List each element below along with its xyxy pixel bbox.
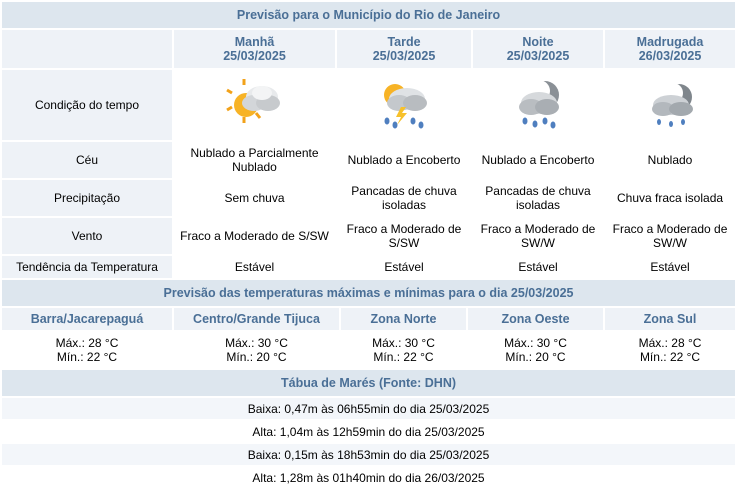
temp-max: Máx.: 30 °C: [504, 336, 567, 350]
period-header-tarde: [336, 29, 472, 69]
row-label-precipitacao: Precipitação: [1, 179, 173, 217]
tide-entry: Baixa: 0,47m às 06h55min do dia 25/03/2025: [1, 397, 735, 420]
tendencia-madrugada: Estável: [604, 255, 735, 279]
period-name: Tarde: [387, 35, 421, 49]
ceu-manha: Nublado a Parcialmente Nublado: [173, 141, 336, 179]
temp-min: Mín.: 22 °C: [639, 350, 701, 364]
vento-madrugada: Fraco a Moderado de SW/W: [604, 217, 735, 255]
temp-min: Mín.: 20 °C: [505, 350, 566, 364]
vento-manha: Fraco a Moderado de S/SW: [173, 217, 336, 255]
vento-noite: Fraco a Moderado de SW/W: [472, 217, 604, 255]
zone-temps-norte: [340, 331, 467, 369]
zone-header-sul: Zona Sul: [604, 307, 735, 331]
zone-header-oeste: Zona Oeste: [467, 307, 604, 331]
temp-min: Mín.: 22 °C: [56, 350, 118, 364]
period-name: Manhã: [234, 35, 275, 49]
tides-title: Tábua de Marés (Fonte: DHN): [1, 369, 735, 397]
zone-temps-sul: [604, 331, 735, 369]
period-name: Madrugada: [636, 35, 704, 49]
period-date: 25/03/2025: [506, 49, 570, 63]
ceu-tarde: Nublado a Encoberto: [336, 141, 472, 179]
precipitacao-manha: Sem chuva: [173, 179, 336, 217]
temperatures-title: Previsão das temperaturas máximas e mínimas para o dia 25/03/2025: [1, 279, 735, 307]
temp-min: Mín.: 20 °C: [226, 350, 287, 364]
forecast-title: Previsão para o Município do Rio de Janeiro: [1, 1, 735, 29]
tendencia-noite: Estável: [472, 255, 604, 279]
zone-header-norte: Zona Norte: [340, 307, 467, 331]
period-header-noite: [472, 29, 604, 69]
row-label-ceu: Céu: [1, 141, 173, 179]
tide-entry: Baixa: 0,15m às 18h53min do dia 25/03/2025: [1, 443, 735, 466]
tendencia-manha: Estável: [173, 255, 336, 279]
precipitacao-tarde: Pancadas de chuva isoladas: [336, 179, 472, 217]
period-date: 25/03/2025: [223, 49, 286, 63]
condition-cell-tarde: [336, 69, 472, 141]
temp-max: Máx.: 30 °C: [225, 336, 288, 350]
corner-cell: [1, 29, 173, 69]
temp-max: Máx.: 28 °C: [55, 336, 119, 350]
period-name: Noite: [522, 35, 554, 49]
precipitacao-noite: Pancadas de chuva isoladas: [472, 179, 604, 217]
period-header-manha: [173, 29, 336, 69]
zone-temps-oeste: [467, 331, 604, 369]
condition-cell-madrugada: [604, 69, 735, 141]
zone-header-centro: Centro/Grande Tijuca: [173, 307, 340, 331]
condition-cell-manha: [173, 69, 336, 141]
tide-entry: Alta: 1,28m às 01h40min do dia 26/03/2025: [1, 466, 735, 489]
vento-tarde: Fraco a Moderado de S/SW: [336, 217, 472, 255]
ceu-madrugada: Nublado: [604, 141, 735, 179]
ceu-noite: Nublado a Encoberto: [472, 141, 604, 179]
cloud-moon-drizzle-icon: [637, 73, 703, 135]
temp-max: Máx.: 30 °C: [372, 336, 435, 350]
temp-min: Mín.: 22 °C: [373, 350, 434, 364]
temp-max: Máx.: 28 °C: [638, 336, 702, 350]
zone-temps-barra: [1, 331, 173, 369]
row-label-vento: Vento: [1, 217, 173, 255]
period-date: 25/03/2025: [372, 49, 436, 63]
period-header-madrugada: [604, 29, 735, 69]
precipitacao-madrugada: Chuva fraca isolada: [604, 179, 735, 217]
row-label-tendencia: Tendência da Temperatura: [1, 255, 173, 279]
partly-cloudy-sun-icon: [222, 73, 288, 135]
tendencia-tarde: Estável: [336, 255, 472, 279]
cloud-sun-rain-icon: [371, 73, 437, 135]
period-date: 26/03/2025: [638, 49, 702, 63]
row-label-condicao: Condição do tempo: [1, 69, 173, 141]
tide-entry: Alta: 1,04m às 12h59min do dia 25/03/2025: [1, 420, 735, 443]
zone-temps-centro: [173, 331, 340, 369]
cloud-moon-rain-icon: [505, 73, 571, 135]
zone-header-barra: Barra/Jacarepaguá: [1, 307, 173, 331]
condition-cell-noite: [472, 69, 604, 141]
